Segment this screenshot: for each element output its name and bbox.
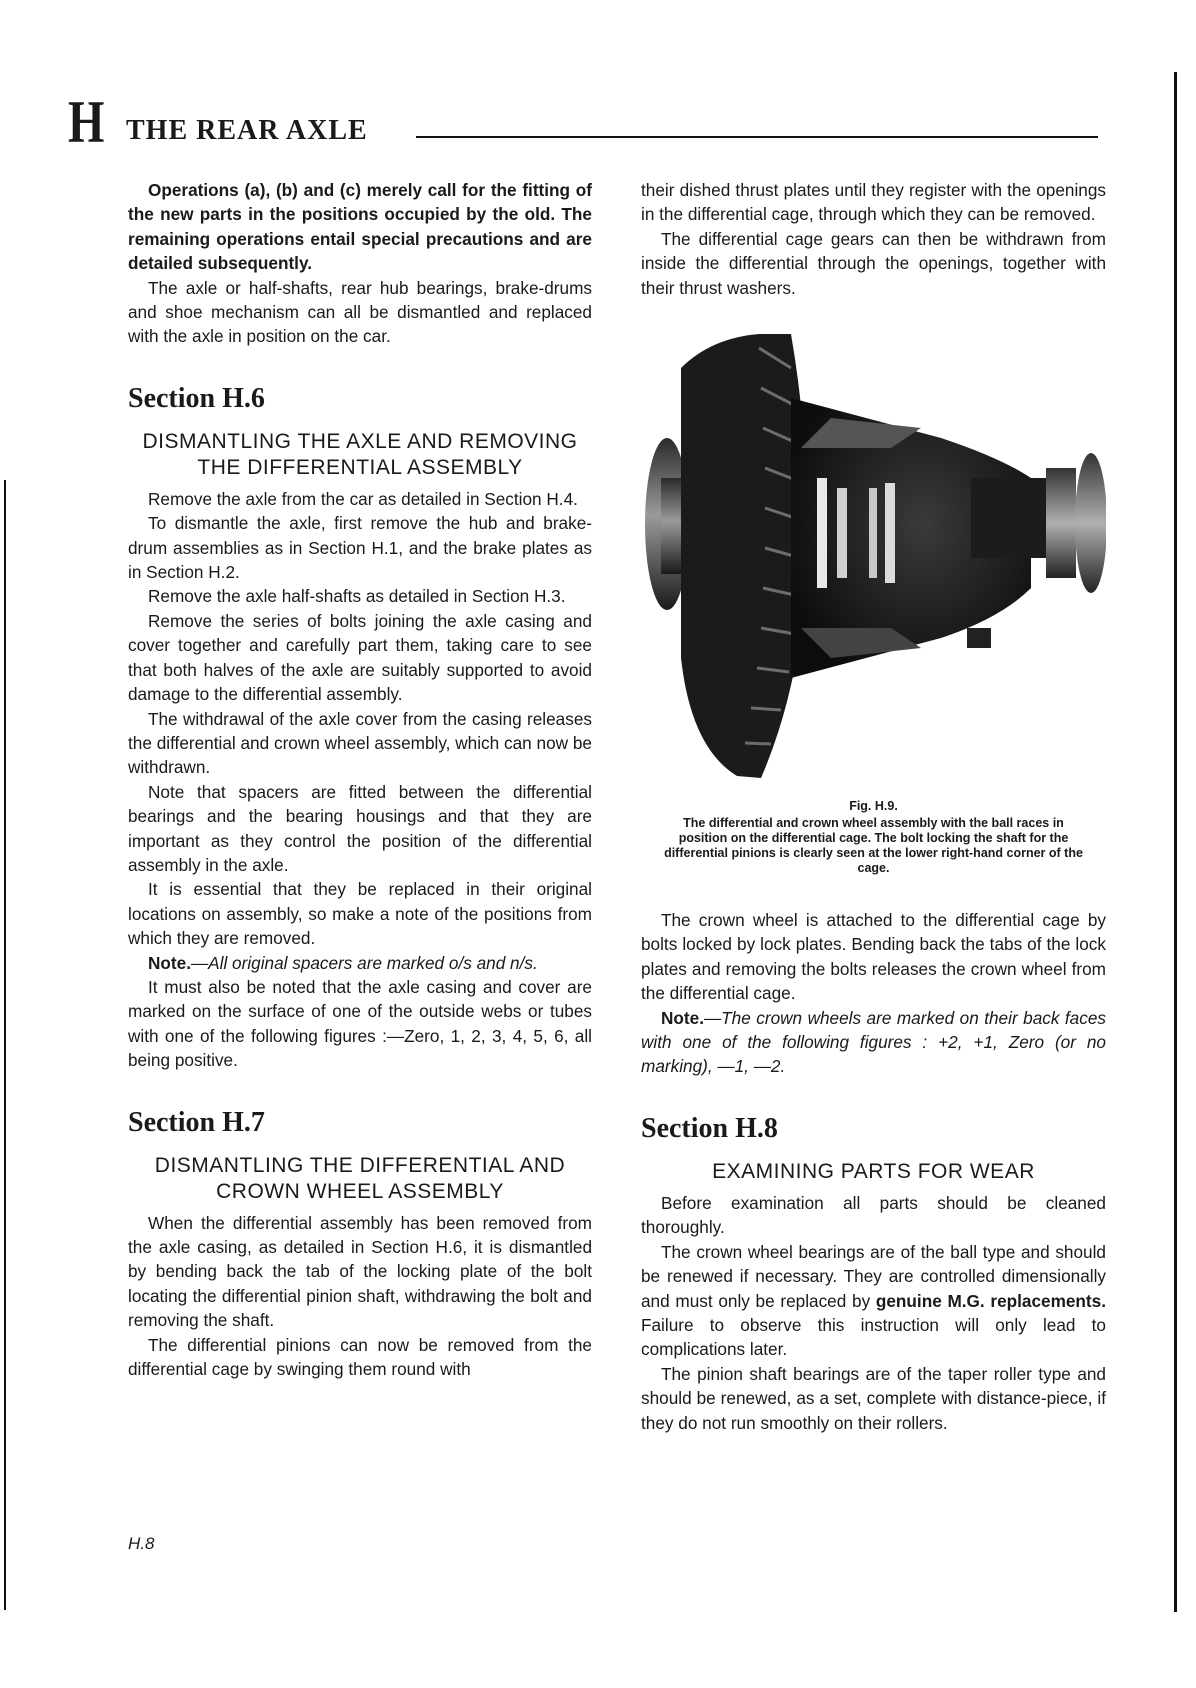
h8-paragraph-2-end: Failure to observe this instruction will only lead to complications later. bbox=[641, 1314, 1106, 1360]
h6-paragraph-2: To dismantle the axle, first remove the hub and brake-drum assemblies as in Section H.1, and the brake plates as in Section H.2. bbox=[128, 513, 592, 583]
differential-assembly-illustration bbox=[641, 328, 1106, 798]
h6-paragraph-3: Remove the axle half-shafts as detailed in Section H.3. bbox=[148, 586, 566, 607]
section-h7-title: Section H.7 bbox=[128, 1106, 265, 1138]
right-note-text: —The crown wheels are marked on their back faces with one of the following figures : +2, +1, Zero (or no marking), —1, —2. bbox=[641, 1007, 1106, 1077]
h7-paragraph-2: The differential pinions can now be removed from the differential cage by swinging them round with bbox=[128, 1334, 592, 1380]
intro-paragraph: The axle or half-shafts, rear hub bearings, brake-drums and shoe mechanism can all be dismantled and replaced with the axle in position on the car. bbox=[128, 277, 592, 347]
right-note bbox=[641, 1006, 1106, 1079]
chapter-title: THE REAR AXLE bbox=[126, 115, 368, 146]
intro-bold-paragraph: Operations (a), (b) and (c) merely call for the fitting of the new parts in the positions occupied by the old. The remaining operations entail special precautions and are detailed subsequently. bbox=[128, 180, 592, 274]
h8-paragraph-2-bold: genuine M.G. replacements. bbox=[875, 1290, 1106, 1311]
h7-paragraph-1: When the differential assembly has been removed from the axle casing, as detailed in Section H.6, it is dismantled by bending back the tab of the locking plate of the bolt locating the differential pinion shaft, withdrawing the bolt and removing the shaft. bbox=[128, 1212, 592, 1331]
h6-paragraph-1: Remove the axle from the car as detailed in Section H.4. bbox=[148, 488, 578, 509]
h6-note-label: Note. bbox=[148, 952, 191, 973]
h8-paragraph-1: Before examination all parts should be cleaned thoroughly. bbox=[641, 1192, 1106, 1238]
right-paragraph-2: The differential cage gears can then be withdrawn from inside the differential through the openings, together with their thrust washers. bbox=[641, 228, 1106, 298]
h6-paragraph-6: Note that spacers are fitted between the differential bearings and the bearing housings and that they are important as they control the position of the differential assembly in the axle. bbox=[128, 781, 592, 875]
header-rule bbox=[416, 136, 1098, 138]
h8-paragraph-3: The pinion shaft bearings are of the taper roller type and should be renewed, as a set, complete with distance-piece, if they do not run smoothly on their rollers. bbox=[641, 1363, 1106, 1433]
right-paragraph-3: The crown wheel is attached to the differential cage by bolts locked by lock plates. Bending back the tabs of the lock plates and removing the bolts releases the crown wheel from the differential cage. bbox=[641, 910, 1106, 1004]
h6-paragraph-8: It must also be noted that the axle casing and cover are marked on the surface of one of the outside webs or tubes with one of the following figures :—Zero, 1, 2, 3, 4, 5, 6, all being positive. bbox=[128, 976, 592, 1071]
h6-note-text: —All original spacers are marked o/s and n/s. bbox=[190, 952, 538, 973]
h6-paragraph-7: It is essential that they be replaced in their original locations on assembly, so make a note of the positions from which they are removed. bbox=[128, 879, 592, 949]
section-h8-title: Section H.8 bbox=[641, 1112, 778, 1144]
right-edge-line bbox=[1174, 72, 1177, 1612]
right-paragraph-1: their dished thrust plates until they register with the openings in the differential cage, through which they can be removed. bbox=[641, 180, 1106, 225]
right-note-label: Note. bbox=[661, 1007, 704, 1028]
h6-note bbox=[128, 951, 592, 975]
left-column bbox=[128, 178, 592, 1381]
section-h6-subtitle: DISMANTLING THE AXLE AND REMOVING THE DIFFERENTIAL ASSEMBLY bbox=[142, 429, 578, 479]
h8-paragraph-2-start: The crown wheel bearings are of the ball type and should be renewed if necessary. They are controlled dimensionally and must only be replaced by bbox=[641, 1241, 1106, 1311]
figure-h9-photo bbox=[641, 328, 1106, 798]
left-edge-line bbox=[4, 480, 6, 1610]
figure-caption: The differential and crown wheel assembly with the ball races in position on the differential cage. The bolt locking the shaft for the differential pinions is clearly seen at the lower right-hand corner of the cage. bbox=[664, 816, 1083, 876]
page-number: H.8 bbox=[128, 1534, 155, 1553]
h6-paragraph-4: Remove the series of bolts joining the axle casing and cover together and carefully part them, taking care to see that both halves of the axle are suitably supported to avoid damage to the differential assembly. bbox=[128, 610, 592, 705]
section-h8-subtitle: EXAMINING PARTS FOR WEAR bbox=[712, 1159, 1035, 1183]
section-h7-subtitle: DISMANTLING THE DIFFERENTIAL AND CROWN WHEEL ASSEMBLY bbox=[154, 1153, 566, 1203]
h6-paragraph-5: The withdrawal of the axle cover from the casing releases the differential and crown wheel assembly, which can now be withdrawn. bbox=[128, 708, 592, 778]
chapter-letter: H bbox=[68, 89, 105, 155]
right-column bbox=[641, 178, 1106, 1435]
h8-paragraph-2 bbox=[641, 1240, 1106, 1362]
chapter-header bbox=[68, 89, 1098, 155]
figure-label: Fig. H.9. bbox=[849, 799, 898, 814]
section-h6-title: Section H.6 bbox=[128, 382, 265, 414]
